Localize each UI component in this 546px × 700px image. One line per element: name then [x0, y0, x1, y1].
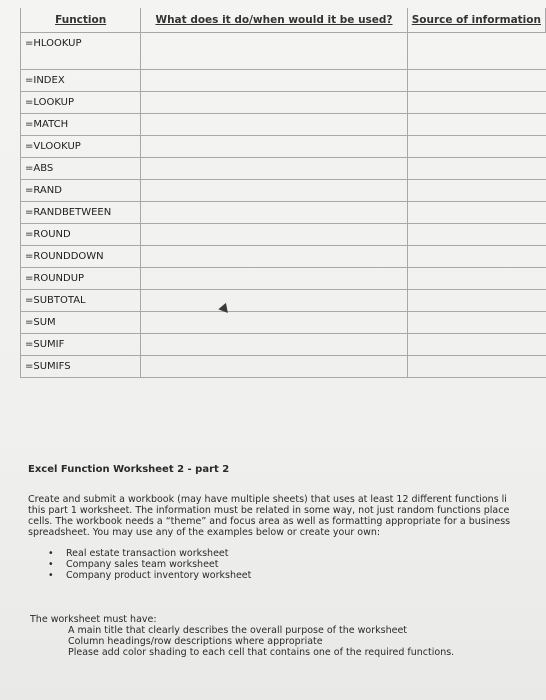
source-cell — [407, 224, 545, 246]
description-cell — [141, 224, 407, 246]
description-cell — [141, 312, 407, 334]
source-cell — [407, 180, 545, 202]
description-cell — [141, 334, 407, 356]
description-cell — [141, 92, 407, 114]
table-row — [21, 70, 546, 92]
description-cell — [141, 268, 407, 290]
description-cell — [141, 136, 407, 158]
description-cell — [141, 202, 407, 224]
requirement-line: Please add color shading to each cell that contains one of the required functions. — [68, 647, 455, 658]
requirements-label: The worksheet must have: — [30, 614, 157, 625]
section-title: Excel Function Worksheet 2 - part 2 — [28, 464, 230, 475]
function-name: =RAND — [21, 180, 141, 202]
instructions-line: Create and submit a workbook (may have multiple sheets) that uses at least 12 different functions li — [28, 494, 507, 505]
table-row — [21, 356, 546, 378]
source-cell — [407, 312, 545, 334]
function-name: =RANDBETWEEN — [21, 202, 141, 224]
description-cell — [141, 356, 407, 378]
description-cell — [141, 114, 407, 136]
description-cell — [141, 33, 407, 70]
table-row — [21, 334, 546, 356]
header-function: Function — [21, 8, 141, 33]
description-cell — [141, 70, 407, 92]
function-name: =SUBTOTAL — [21, 290, 141, 312]
description-cell — [141, 246, 407, 268]
header-what: What does it do/when would it be used? — [141, 8, 407, 33]
source-cell — [407, 136, 545, 158]
function-name: =VLOOKUP — [21, 136, 141, 158]
table-row — [21, 114, 546, 136]
source-cell — [407, 70, 545, 92]
examples-list — [28, 548, 546, 581]
description-cell — [141, 180, 407, 202]
source-cell — [407, 246, 545, 268]
source-cell — [407, 158, 545, 180]
table-row — [21, 246, 546, 268]
source-cell — [407, 92, 545, 114]
table-header-row — [21, 8, 546, 33]
function-name: =HLOOKUP — [21, 33, 141, 70]
table-row — [21, 312, 546, 334]
instructions-line: spreadsheet. You may use any of the examples below or create your own: — [28, 527, 381, 538]
source-cell — [407, 334, 545, 356]
list-item: • Company product inventory worksheet — [58, 570, 546, 581]
source-cell — [407, 114, 545, 136]
table-row — [21, 224, 546, 246]
table-row — [21, 180, 546, 202]
function-name: =ROUND — [21, 224, 141, 246]
description-cell — [141, 158, 407, 180]
description-cell — [141, 290, 407, 312]
source-cell — [407, 356, 545, 378]
requirement-line: A main title that clearly describes the overall purpose of the worksheet — [68, 625, 408, 636]
function-name: =SUMIFS — [21, 356, 141, 378]
table-row — [21, 202, 546, 224]
source-cell — [407, 268, 545, 290]
source-cell — [407, 33, 545, 70]
header-source: Source of information — [407, 8, 545, 33]
table-row — [21, 268, 546, 290]
requirement-line: Column headings/row descriptions where appropriate — [68, 636, 323, 647]
table-row — [21, 92, 546, 114]
function-name: =MATCH — [21, 114, 141, 136]
table-row — [21, 136, 546, 158]
list-item: • Real estate transaction worksheet — [58, 548, 546, 559]
function-name: =INDEX — [21, 70, 141, 92]
function-name: =ROUNDDOWN — [21, 246, 141, 268]
part2-section — [28, 464, 546, 581]
function-table — [20, 8, 546, 378]
instructions-line: cells. The workbook needs a “theme” and focus area as well as formatting appropriate for a business — [28, 516, 511, 527]
table-row — [21, 290, 546, 312]
table-row — [21, 158, 546, 180]
table-row — [21, 33, 546, 70]
function-name: =SUMIF — [21, 334, 141, 356]
source-cell — [407, 202, 545, 224]
function-name: =ABS — [21, 158, 141, 180]
list-item: • Company sales team worksheet — [58, 559, 546, 570]
requirements-section — [30, 614, 546, 658]
instructions-line: this part 1 worksheet. The information must be related in some way, not just random functions place — [28, 505, 510, 516]
function-name: =LOOKUP — [21, 92, 141, 114]
function-name: =ROUNDUP — [21, 268, 141, 290]
function-name: =SUM — [21, 312, 141, 334]
source-cell — [407, 290, 545, 312]
